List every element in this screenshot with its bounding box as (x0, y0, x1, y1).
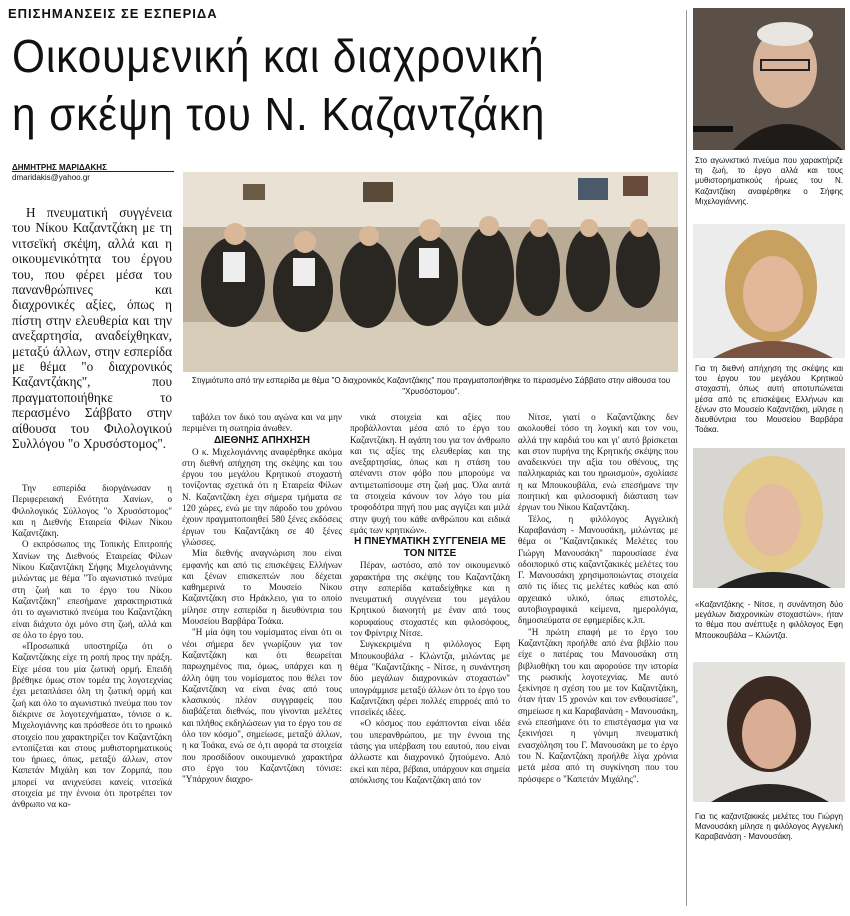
col3-paragraph: Συγκεκριμένα η φιλόλογος Εφη Μπουκουβάλα - Κλώντζα, μιλώντας με θέμα "Καζαντζάκης - Νίτσε, η συνάντηση δύο μεγάλων διαχρονικών στοχαστών" υπογράμμισε μεταξύ άλλων ότι το έργο του Καζαντζάκη φέρει πολλές επιρροές από το νιτσεϊκές ιδέες. (350, 639, 510, 718)
caption-boukouvala: «Καζαντζάκης - Νίτσε, η συνάντηση δύο μεγάλων διαχρονικών στοχαστών», ήταν το θέμα που ανέπτυξε η φιλόλογος Εφη Μπουκουβάλα – Κλώντζα. (695, 600, 843, 640)
speaker-photo-michelogiannis (693, 8, 845, 150)
speaker-photo-karavanasi (693, 662, 845, 802)
col2-paragraph: Μία διεθνής αναγνώριση που είναι εμφανής και από τις επισκέψεις Ελλήνων και ξένων επισκεπτών που δέχεται καθημερινά το Μουσείο Νίκου Καζαντζάκη στο Ηράκλειο, για το οποίο μίλησε στην εσπερίδα η διευθύντρια του Μουσείου Βαρβάρα Τοάκα. (182, 548, 342, 627)
portrait-man-illustration (693, 8, 845, 150)
portrait-woman-illustration (693, 448, 845, 588)
col1-paragraph: Την εσπερίδα διοργάνωσαν η Περιφερειακή Ενότητα Χανίων, ο Φιλολογικός Σύλλογος "ο Χρυσόστομος" και η Διεθνής Εταιρεία Φίλων Νίκου Καζαντζάκη. (12, 483, 172, 539)
headline-line-2: η σκέψη του Ν. Καζαντζάκη (12, 88, 546, 140)
speaker-photo-boukouvala (693, 448, 845, 588)
caption-toaka: Για τη διεθνή απήχηση της σκέψης και του έργου του μεγάλου Κρητικού στοχαστή, όπως αυτή αποτυπώνεται μέσα από τις επισκέψεις Ελλήνων και ξένων στο Μουσείο Καζαντζάκη, μίλησε η διευθύντρια του Μουσείου Βαρβάρα Τοάκα. (695, 364, 843, 435)
col3-paragraph: Πέραν, ωστόσο, από τον οικουμενικό χαρακτήρα της σκέψης του Καζαντζάκη στην εσπερίδα καταδείχθηκε και η πνευματική συγγένεια του μεγάλου Κρητικού διανοητή με έναν από τους κορυφαίους στοχαστές και φιλοσόφους, τον Φρίντριχ Νίτσε. (350, 560, 510, 639)
caption-michelogiannis: Στο αγωνιστικό πνεύμα που χαρακτήριζε τη ζωή, το έργο αλλά και τους μυθιστορηματικούς ήρωες του Ν. Καζαντζάκη αναφέρθηκε ο Σήφης Μιχελογιάννης. (695, 156, 843, 206)
col4-paragraph: "Η πρώτη επαφή με το έργο του Καζαντζάκη προήλθε από ένα βιβλίο που είχε ο πατέρας του Μανουσάκη στη βιβλιοθήκη του και αφορούσε την ιστορία της ρωσικής λογοτεχνίας. Με αυτό ξεκίνησε η σχέση του με τον Καζαντζάκη, όταν ήταν 15 χρονών και τον ενθουσίασε", σημείωσε η κα Καραβανάση - Μανουσάκη, ενώ επεσήμανε ότι το επιστέγασμα για να ξεκινήσει η γόνιμη πνευματική ενασχόληση του Γ. Μανουσάκη με το έργο του Ν. Καζαντζάκη προήλθε λίγα χρόνια μετά μέσα από τη συγκίνηση που του πρόσφερε ο "Καπετάν Μιχάλης". (518, 626, 678, 784)
speaker-photo-toaka (693, 224, 845, 358)
subhead-nietzsche-affinity: Η ΠΝΕΥΜΑΤΙΚΗ ΣΥΓΓΕΝΕΙΑ ΜΕ ΤΟΝ ΝΙΤΣΕ (354, 536, 506, 560)
col1-paragraph: «Προσωπικά υποστηρίζω ότι ο Καζαντζάκης είχε τη ροπή προς την πράξη. Είχε μέσα του μία ζωτική ορμή. Επειδή βρέθηκε όμως στον τομέα της λογοτεχνίας έχει μεταπλάσει όλη τη ζωτική ορμή και ζωή και όλο το αγωνιστικό πνεύμα που τον διέκρινε σε λογοτεχνήματα», τόνισε ο κ. Μιχελογιάννης και πρόσθεσε ότι το ηρωικό στοιχείο που χαρακτηρίζει τον Καζαντζάκη εντοπίζεται και στους μυθιστορηματικούς του ήρωες, όπως, μεταξύ άλλων, στον Καπετάν Μιχάλη και τον Ζορμπά, που μπορεί να ανιχνεύσει κανείς νιτσεϊκά στοιχεία με την έννοια ότι προτρέπει τον άνθρωπο να κα- (12, 641, 172, 810)
main-photo-caption: Στιγμιότυπο από την εσπερίδα με θέμα "Ο διαχρονικός Καζαντζάκης" που πραγματοποιήθηκε το περασμένο Σάββατο στην αίθουσα του "Χρυσόστομου". (191, 376, 671, 396)
col1-paragraph: Ο εκπρόσωπος της Τοπικής Επιτροπής Χανίων της Διεθνούς Εταιρείας Φίλων Νίκου Καζαντζάκη Σήφης Μιχελογιάννης μιλώντας με θέμα "Το αγωνιστικό πνεύμα στη ζωή και το έργο του Νίκου Καζαντζάκη" επεσήμανε χαρακτηριστικά ότι το αγωνιστικό πνεύμα του Καζαντζάκη είναι διάχυτο όχι μόνο στη ζωή, αλλά και σε όλο το έργο του. (12, 539, 172, 640)
col2-paragraph: "Η μία όψη του νομίσματος είναι ότι οι νέοι σήμερα δεν γνωρίζουν για τον Καζαντζάκη και ότι θεωρείται παρωχημένος πια, όμως, υπάρχει και η άλλη όψη του νομίσματος που θέλει τον Καζαντζάκη να είναι ένας από τους κλασικούς πλέον συγγραφείς που διαβάζεται διεθνώς, που γίνονται μελέτες και πλήθος εκδηλώσεων για το έργο του σε όλο τον κόσμο", σημείωσε, μεταξύ άλλων, η κα Τοάκα, ενώ σε ό,τι αφορά τα στοιχεία που προσδίδουν οικουμενικό χαρακτήρα στο έργο του Καζαντζάκη τόνισε: "Υπάρχουν διαχρο- (182, 627, 342, 785)
article-column-4 (518, 412, 678, 785)
portrait-woman-illustration (693, 224, 845, 358)
byline-rule (12, 171, 174, 172)
article-column-3 (350, 412, 510, 786)
subhead-international-reach: ΔΙΕΘΝΗΣ ΑΠΗΧΗΣΗ (213, 434, 311, 446)
right-column-divider (686, 10, 687, 906)
col2-paragraph: ταβάλει τον δικό του αγώνα και να μην περιμένει τη σωτηρία άνωθεν. (182, 412, 342, 434)
lede-paragraph: Η πνευματική συγγένεια του Νίκου Καζαντζάκη με τη νιτσεϊκή σκέψη, αλλά και η οικουμενικότητα του έργου του, που φέρει μέσα του πανανθρώπινες και διαχρονικές αξίες, όπως η πίστη στην ελευθερία και την ανεξαρτησία, αναδείχθηκαν, μεταξύ άλλων, στην εσπερίδα με θέμα "ο διαχρονικός Καζαντζάκης", που πραγματοποιήθηκε το περασμένο Σάββατο στην αίθουσα του Φιλολογικού Συλλόγου "ο Χρυσόστομος". (12, 205, 172, 452)
col3-paragraph: «Ο κόσμος που εφάπτονται είναι ιδέα του υπερανθρώπου, με την έννοια της τάσης για υπέρβαση του εαυτού, που είναι άλλωστε και διαχρονικό ζητούμενο. Από εκεί και πέρα, βέβαια, υπάρχουν και σημεία απόκλισης του Καζαντζάκη από τον (350, 718, 510, 785)
section-kicker: ΕΠΙΣΗΜΑΝΣΕΙΣ ΣΕ ΕΣΠΕΡΙΔΑ (8, 6, 218, 21)
main-event-photo (183, 172, 678, 372)
col3-paragraph: νικά στοιχεία και αξίες που προβάλλονται μέσα από το έργο του Καζαντζάκη. Η αγάπη του για τον άνθρωπο και τις αξίες της ελευθερίας και της ανεξαρτησίας, όπως και η στάση του απέναντι στον φόβο που μπορούμε να αντιμετωπίσουμε στη ζωή μας. Όλα αυτά τα στοιχεία κάνουν τον λόγο του μία τροφοδότρα πηγή που μας αγγίζει και μιλά στην ψυχή του κάθε ανθρώπου και ειδικά εμάς των κρητικών». (350, 412, 510, 535)
portrait-woman-illustration (693, 662, 845, 802)
col4-paragraph: Νίτσε, γιατί ο Καζαντζάκης δεν ακολουθεί τόσο τη λογική και τον νου, αλλά την καρδιά του και γι' αυτό βρίσκεται και στον πυρήνα της Κρητικής σκέψης που αναδεικνύει την αξία του σθένους, της παλληκαριάς και του ηρωισμού», σχολίασε η κα Μπουκουβάλα, ενώ επεσήμανε την ποιητική και φιλοσοφική διάσταση των έργων του Νίκου Καζαντζάκη. (518, 412, 678, 513)
col2-paragraph: Ο κ. Μιχελογιάννης αναφέρθηκε ακόμα στη διεθνή απήχηση της σκέψης και του έργου του μεγάλου Κρητικού στοχαστή τονίζοντας σχετικά ότι η Εταιρεία Φίλων Ν. Καζαντζάκη έχει σήμερα τμήματα σε 120 χώρες, ενώ με την πάροδο του χρόνου έχουν πραγματοποιηθεί 580 ξένες εκδόσεις έργων του Καζαντζάκη σε 40 ξένες γλώσσες. (182, 446, 342, 547)
caption-karavanasi: Για τις καζαντζακικές μελέτες του Γιώργη Μανουσάκη μίλησε η φιλόλογος Αγγελική Καραβανάση - Μανουσάκη. (695, 812, 843, 842)
col4-paragraph: Τέλος, η φιλόλογος Αγγελική Καραβανάση - Μανουσάκη, μιλώντας με θέμα οι "Καζαντζακικές Μελέτες του Γιώργη Μανουσάκη" παρουσίασε ένα οδοιπορικό στις καζαντζακικές μελέτες του Γ. Μανουσάκη χρησιμοποιώντας στοιχεία από τις ίδιες τις μελέτες καθώς και από αρχειακό υλικό, όπως επιστολές, αυτοβιογραφικά κείμενα, ημερολόγια, δημοσιεύματα σε εφημερίδες κ.λπ. (518, 513, 678, 626)
article-column-2 (182, 412, 342, 786)
audience-photo-illustration (183, 172, 678, 372)
headline-line-1: Οικουμενική και διαχρονική (12, 30, 545, 82)
byline-author: ΔΗΜΗΤΡΗΣ ΜΑΡΙΔΑΚΗΣ (12, 163, 107, 172)
byline-email: dmaridakis@yahoo.gr (12, 173, 90, 182)
article-column-1 (12, 483, 172, 811)
